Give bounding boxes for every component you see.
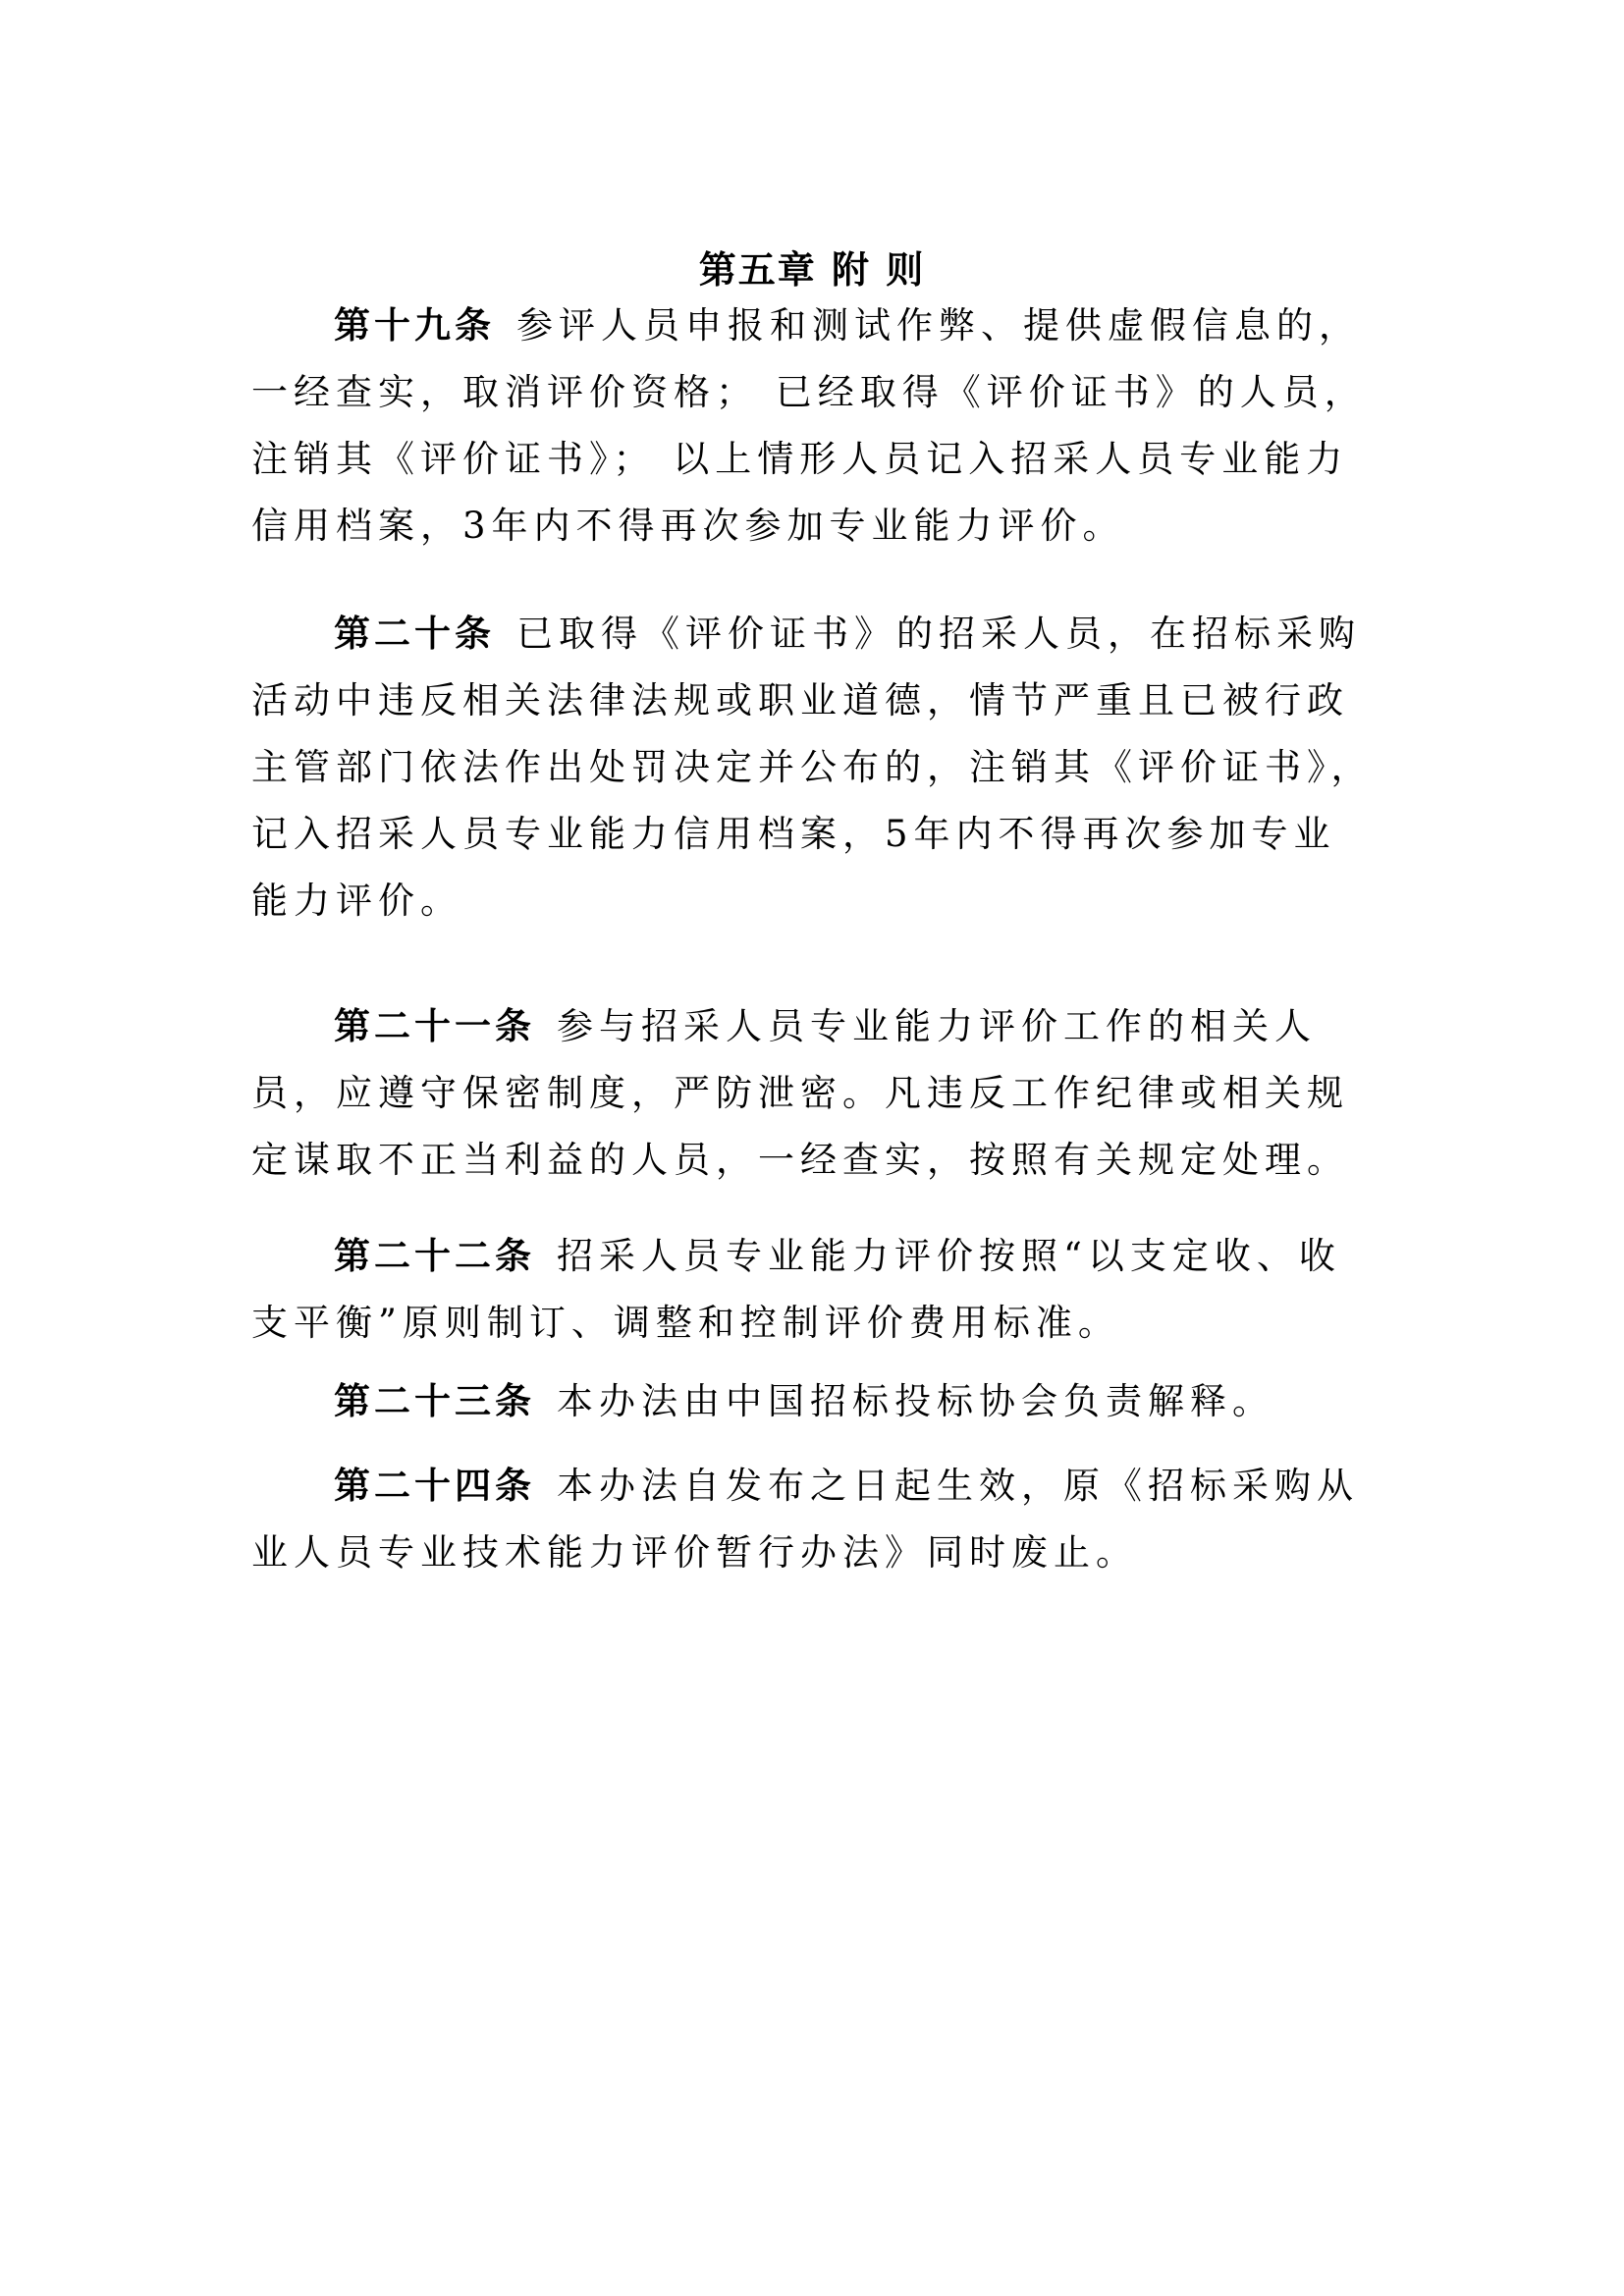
article-21 xyxy=(251,993,1376,1194)
article-text: 本办法自发布之日起生效，原《招标采购从业人员专业技术能力评价暂行办法》同时废止。 xyxy=(251,1465,1359,1574)
article-text: 参评人员申报和测试作弊、提供虚假信息的，一经查实，取消评价资格； 已经取得《评价证书》的人员，注销其《评价证书》； 以上情形人员记入招采人员专业能力信用档案，3年内不得再次参加专业能力评价。 xyxy=(251,304,1367,547)
article-label: 第二十一条 xyxy=(334,1005,535,1047)
article-label: 第二十二条 xyxy=(334,1235,535,1277)
article-label: 第二十条 xyxy=(334,613,495,655)
article-label: 第二十三条 xyxy=(334,1380,535,1422)
article-22 xyxy=(251,1223,1376,1357)
article-text: 参与招采人员专业能力评价工作的相关人员，应遵守保密制度，严防泄密。凡违反工作纪律或相关规定谋取不正当利益的人员，一经查实，按照有关规定处理。 xyxy=(251,1005,1349,1181)
article-text: 已取得《评价证书》的招采人员，在招标采购活动中违反相关法律法规或职业道德，情节严重且已被行政主管部门依法作出处罚决定并公布的，注销其《评价证书》，记入招采人员专业能力信用档案，5年内不得再次参加专业能力评价。 xyxy=(251,613,1374,922)
article-20 xyxy=(251,601,1376,934)
chapter-title: 第五章 附 则 xyxy=(698,248,926,293)
article-19 xyxy=(251,293,1376,560)
article-text: 本办法由中国招标投标协会负责解释。 xyxy=(557,1380,1274,1422)
article-23 xyxy=(251,1368,1376,1435)
article-label: 第十九条 xyxy=(334,304,495,347)
article-24 xyxy=(251,1453,1376,1586)
article-text: 招采人员专业能力评价按照“以支定收、收支平衡”原则制订、调整和控制评价费用标准。 xyxy=(251,1235,1341,1344)
article-label: 第二十四条 xyxy=(334,1465,535,1507)
